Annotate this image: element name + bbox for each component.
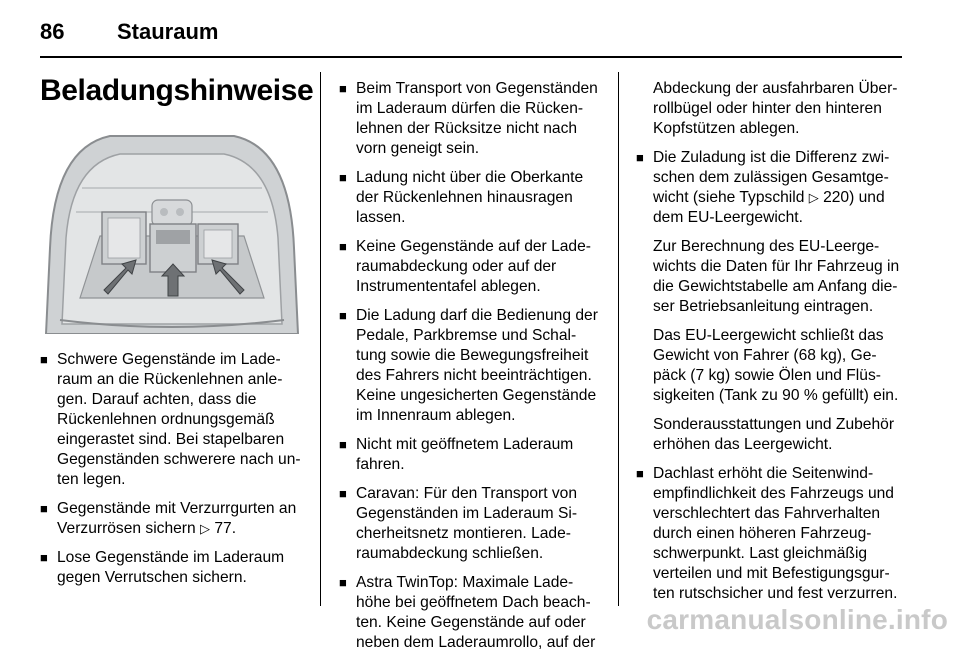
list-item-text: Ladung nicht über die Oberkante der Rückenlehnen hinausragen lassen.: [356, 169, 584, 226]
list-item: [40, 548, 304, 588]
paragraph: Zur Berechnung des EU-Leerge-wichts die Daten für Ihr Fahrzeug in die Gewichtstabelle am Anfang die-ser Betriebsanleitung eintragen.: [653, 238, 900, 315]
page-number: 86: [40, 19, 65, 44]
column-divider: [618, 72, 619, 606]
list-item-text: Lose Gegenstände im Laderaum gegen Verrutschen sichern.: [57, 549, 285, 586]
page-reference[interactable]: 77.: [214, 520, 237, 537]
bullet-icon: ■: [40, 550, 48, 565]
list-item: [636, 464, 904, 604]
continuation-text: Abdeckung der ausfahrbaren Über-rollbügel oder hinter den hinteren Kopfstützen ablegen.: [653, 80, 898, 137]
bullet-icon: ■: [339, 575, 347, 590]
list-item-text: Gegenstände mit Verzurrgurten an Verzurrösen sichern: [57, 500, 297, 537]
list-item-text: Caravan: Für den Transport von Gegenständen im Laderaum Si-cherheitsnetz montieren. Lade-raumabdeckung schließen.: [356, 485, 578, 562]
section-title: Beladungshinweise: [40, 74, 314, 107]
page-reference-icon: ▷: [200, 521, 211, 536]
page-reference-icon: ▷: [808, 190, 819, 205]
bullet-icon: ■: [339, 81, 347, 96]
list-item-text: Dachlast erhöht die Seitenwind-empfindlichkeit des Fahrzeugs und verschlechtert das Fahrverhalten durch einen höheren Fahrzeug-schwerpunkt. Last gleichmäßig verteilen und mit Befestigungsgur-ten rutschsicher und fest verzurren.: [653, 465, 898, 602]
header-rule: [40, 56, 902, 58]
column-divider: [320, 72, 321, 606]
list-item-text: Schwere Gegenstände im Lade-raum an die Rückenlehnen anle-gen. Darauf achten, dass die Rückenlehnen ordnungsgemäß eingerastet sind. Bei stapelbaren Gegenständen schwerere nach un-ten legen.: [57, 351, 301, 488]
list-item: [40, 350, 304, 490]
left-column: [40, 350, 304, 597]
list-item: [339, 306, 605, 426]
paragraph: Das EU-Leergewicht schließt das Gewicht von Fahrer (68 kg), Ge-päck (7 kg) sowie Ölen und Flüs-sigkeiten (Tank zu 90 % gefüllt) ein.: [653, 327, 899, 404]
list-item-text: Astra TwinTop: Maximale Lade-höhe bei geöffnetem Dach beach-ten. Keine Gegenstände auf oder neben dem Laderaumrollo, auf der: [356, 574, 596, 651]
list-item: [339, 168, 605, 228]
right-column: [636, 79, 904, 613]
middle-column: [339, 79, 605, 662]
list-item-text: 220) und dem EU-Leergewicht.: [653, 189, 885, 226]
bullet-icon: ■: [636, 466, 644, 481]
running-head: Stauraum: [117, 19, 219, 44]
bullet-icon: ■: [339, 486, 347, 501]
list-item-text: Nicht mit geöffnetem Laderaum fahren.: [356, 436, 574, 473]
bullet-icon: ■: [40, 501, 48, 516]
list-item: [339, 573, 605, 653]
trunk-loading-illustration: [40, 128, 304, 334]
paragraph: Sonderausstattungen und Zubehör erhöhen das Leergewicht.: [653, 416, 895, 453]
list-item: [339, 484, 605, 564]
bullet-icon: ■: [636, 150, 644, 165]
watermark: carmanualsonline.info: [646, 604, 948, 635]
list-item-text: Die Zuladung ist die Differenz zwi-schen dem zulässigen Gesamtge-wicht (siehe Typschild: [653, 149, 890, 206]
bullet-icon: ■: [339, 437, 347, 452]
list-item: [636, 148, 904, 228]
list-item: [339, 237, 605, 297]
bullet-icon: ■: [339, 239, 347, 254]
list-item: [339, 79, 605, 159]
list-item: [339, 435, 605, 475]
list-item-text: Keine Gegenstände auf der Lade-raumabdeckung oder auf der Instrumententafel ablegen.: [356, 238, 591, 295]
bullet-icon: ■: [339, 308, 347, 323]
list-item: [40, 499, 304, 539]
list-item-text: Beim Transport von Gegenständen im Laderaum dürfen die Rücken-lehnen der Rücksitze nicht nach vorn geneigt sein.: [356, 80, 598, 157]
list-item-text: Die Ladung darf die Bedienung der Pedale, Parkbremse und Schal-tung sowie die Bewegungsfreiheit des Fahrers nicht beeinträchtigen. Keine ungesicherten Gegenstände im Innenraum ablegen.: [356, 307, 598, 424]
bullet-icon: ■: [40, 352, 48, 367]
bullet-icon: ■: [339, 170, 347, 185]
